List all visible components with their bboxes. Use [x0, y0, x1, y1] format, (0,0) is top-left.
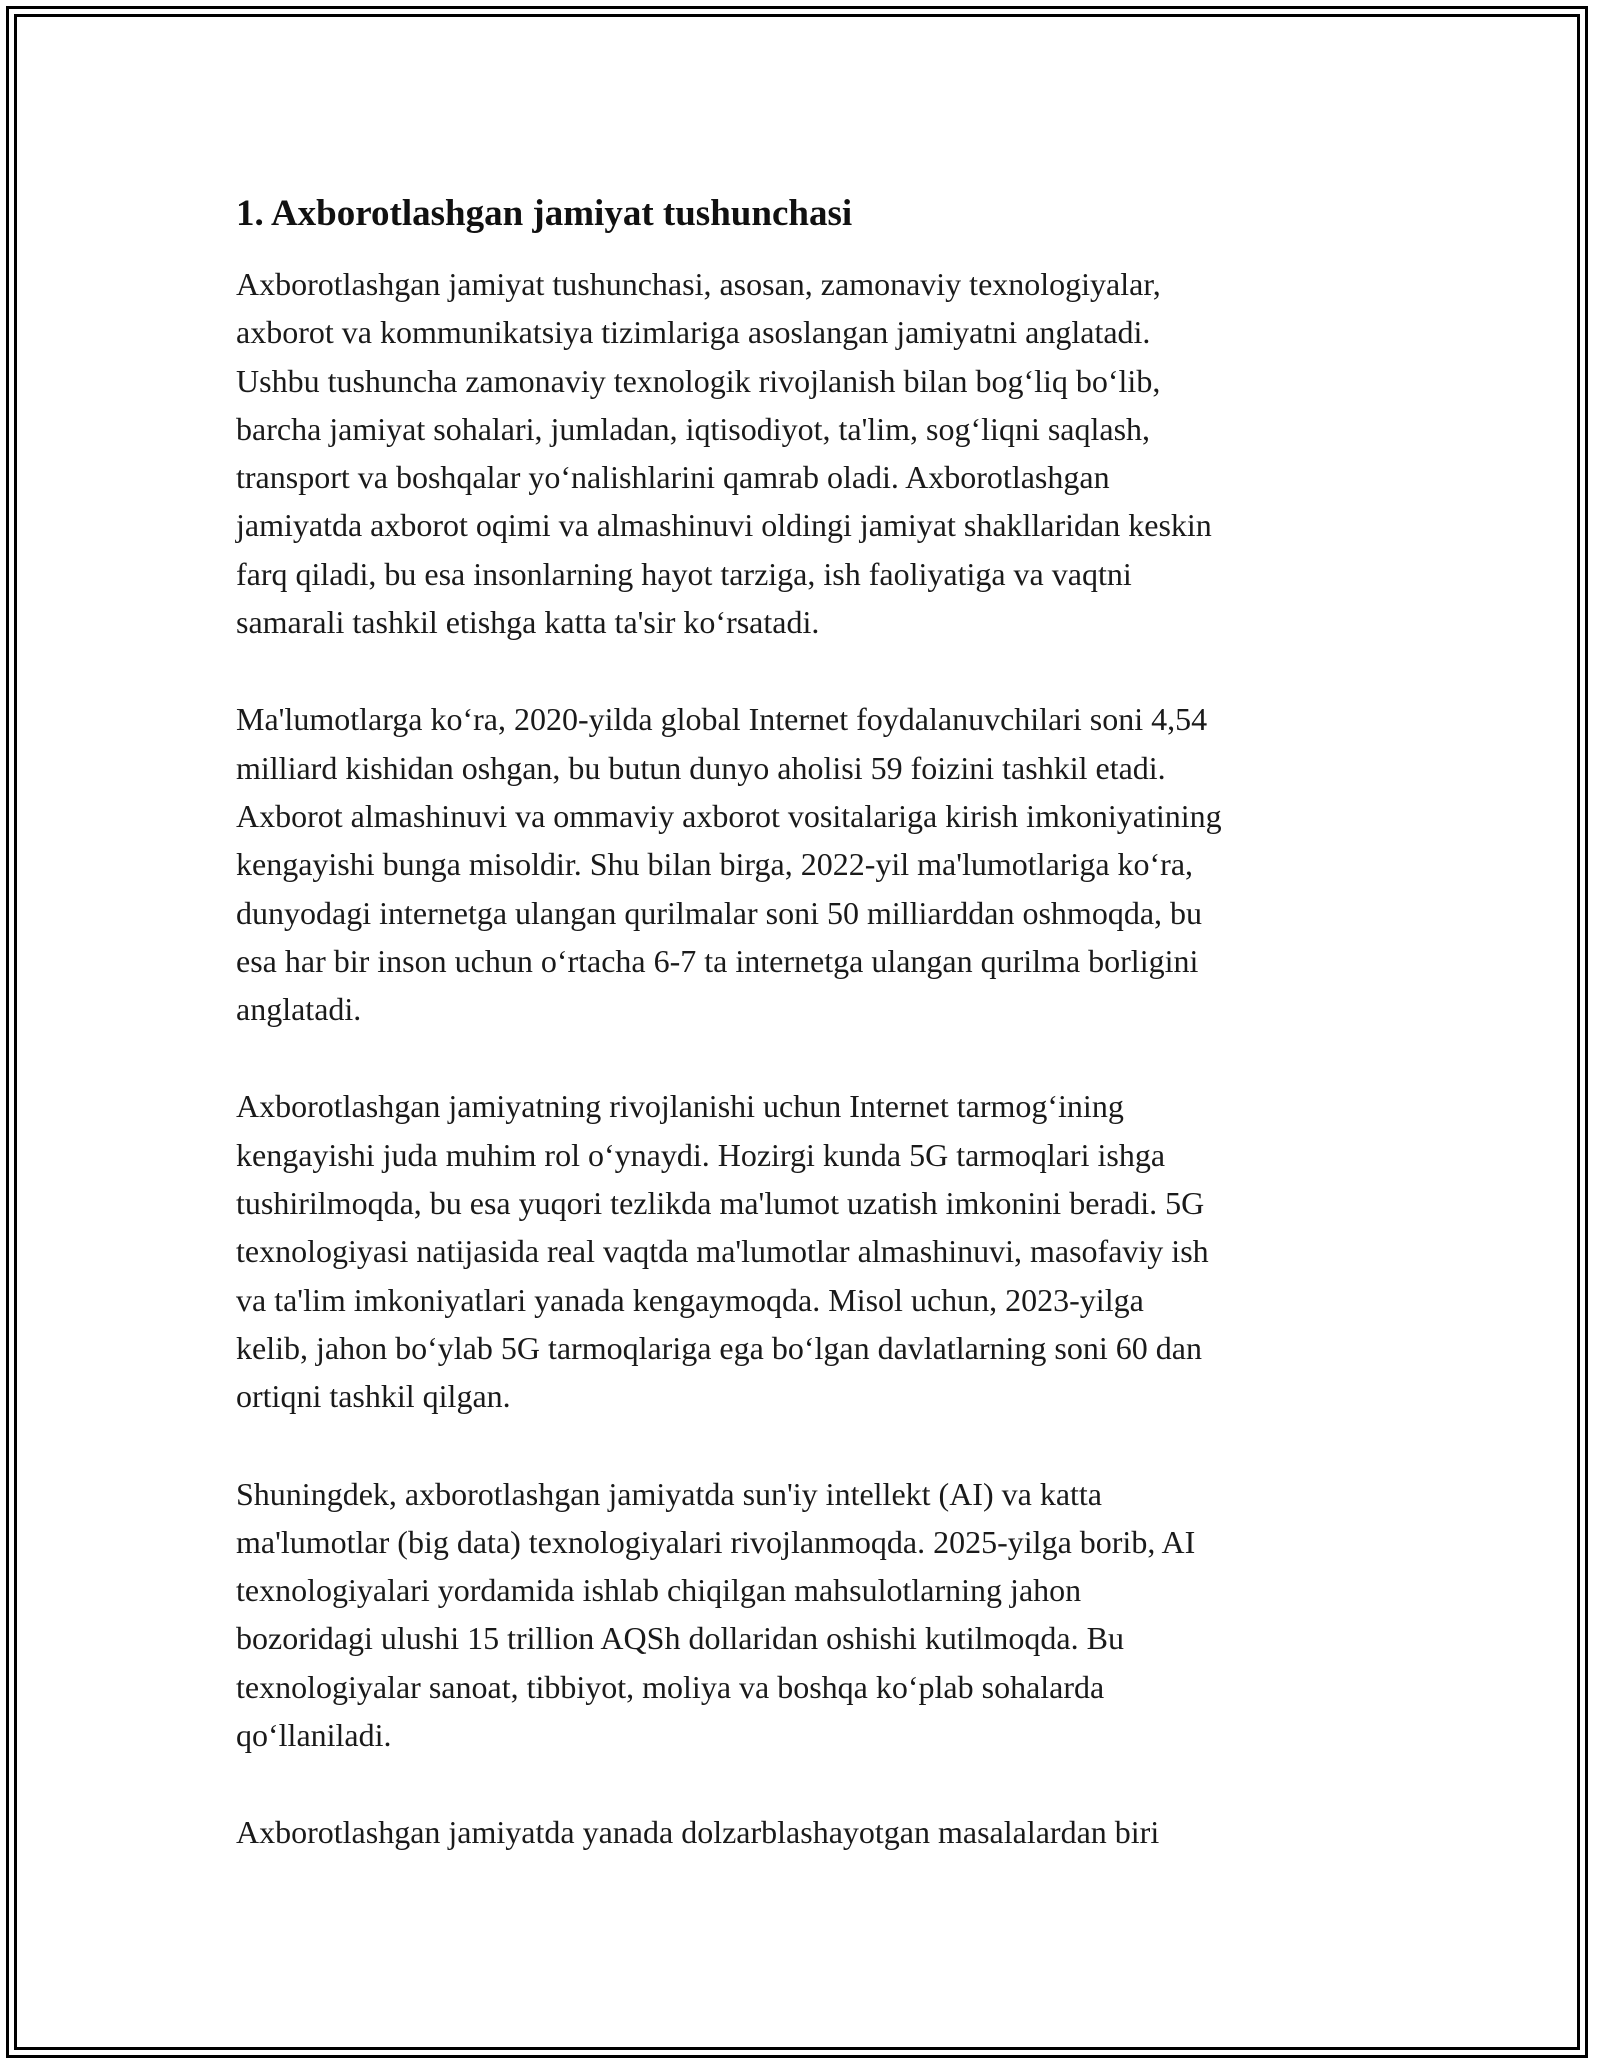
- paragraph-ai-big-data: [236, 1470, 1376, 1760]
- text-line: va ta'lim imkoniyatlari yanada kengaymoqda. Misol uchun, 2023-yilga: [236, 1281, 1144, 1318]
- text-line: ortiqni tashkil qilgan.: [236, 1378, 511, 1415]
- text-line: Shuningdek, axborotlashgan jamiyatda sun'iy intellekt (AI) va katta: [236, 1475, 1102, 1512]
- text-line: barcha jamiyat sohalari, jumladan, iqtisodiyot, ta'lim, sog‘liqni saqlash,: [236, 410, 1151, 447]
- text-line: kengayishi bunga misoldir. Shu bilan birga, 2022-yil ma'lumotlariga ko‘ra,: [236, 846, 1194, 883]
- text-line: bozoridagi ulushi 15 trillion AQSh dollaridan oshishi kutilmoqda. Bu: [236, 1620, 1124, 1657]
- text-line: Ma'lumotlarga ko‘ra, 2020-yilda global Internet foydalanuvchilari soni 4,54: [236, 701, 1208, 738]
- text-line: jamiyatda axborot oqimi va almashinuvi oldingi jamiyat shakllaridan keskin: [236, 507, 1212, 544]
- text-line: transport va boshqalar yo‘nalishlarini qamrab oladi. Axborotlashgan: [236, 459, 1110, 496]
- text-line: dunyodagi internetga ulangan qurilmalar soni 50 milliarddan oshmoqda, bu: [236, 894, 1203, 931]
- text-line: esa har bir inson uchun o‘rtacha 6-7 ta internetga ulangan qurilma borligini: [236, 942, 1199, 979]
- text-line: Axborotlashgan jamiyatda yanada dolzarblashayotgan masalalardan biri: [236, 1814, 1160, 1851]
- paragraph-internet-statistics: [236, 695, 1376, 1033]
- paragraph-definition: [236, 260, 1376, 646]
- text-line: texnologiyalar sanoat, tibbiyot, moliya va boshqa ko‘plab sohalarda: [236, 1668, 1105, 1705]
- text-line: kengayishi juda muhim rol o‘ynaydi. Hozirgi kunda 5G tarmoqlari ishga: [236, 1136, 1166, 1173]
- text-line: Axborot almashinuvi va ommaviy axborot vositalariga kirish imkoniyatining: [236, 797, 1222, 834]
- text-line: texnologiyasi natijasida real vaqtda ma'lumotlar almashinuvi, masofaviy ish: [236, 1233, 1209, 1270]
- paragraph-5g-networks: [236, 1082, 1376, 1420]
- text-line: texnologiyalari yordamida ishlab chiqilgan mahsulotlarning jahon: [236, 1572, 1082, 1609]
- text-line: axborot va kommunikatsiya tizimlariga asoslangan jamiyatni anglatadi.: [236, 314, 1151, 351]
- document-body: [236, 188, 1376, 1906]
- text-line: farq qiladi, bu esa insonlarning hayot tarziga, ish faoliyatiga va vaqtni: [236, 555, 1132, 592]
- text-line: anglatadi.: [236, 991, 362, 1028]
- text-line: ma'lumotlar (big data) texnologiyalari rivojlanmoqda. 2025-yilga borib, AI: [236, 1523, 1196, 1560]
- text-line: Axborotlashgan jamiyatning rivojlanishi uchun Internet tarmog‘ining: [236, 1088, 1124, 1125]
- text-line: kelib, jahon bo‘ylab 5G tarmoqlariga ega bo‘lgan davlatlarning soni 60 dan: [236, 1329, 1202, 1366]
- section-heading: 1. Axborotlashgan jamiyat tushunchasi: [236, 193, 853, 234]
- text-line: tushirilmoqda, bu esa yuqori tezlikda ma'lumot uzatish imkonini beradi. 5G: [236, 1185, 1205, 1222]
- text-line: Axborotlashgan jamiyat tushunchasi, asosan, zamonaviy texnologiyalar,: [236, 266, 1161, 302]
- paragraph-truncated: [236, 1808, 1376, 1856]
- text-line: milliard kishidan oshgan, bu butun dunyo aholisi 59 foizini tashkil etadi.: [236, 749, 1166, 786]
- text-line: samarali tashkil etishga katta ta'sir ko‘rsatadi.: [236, 604, 820, 641]
- text-line: Ushbu tushuncha zamonaviy texnologik rivojlanish bilan bog‘liq bo‘lib,: [236, 362, 1161, 399]
- text-line: qo‘llaniladi.: [236, 1717, 392, 1754]
